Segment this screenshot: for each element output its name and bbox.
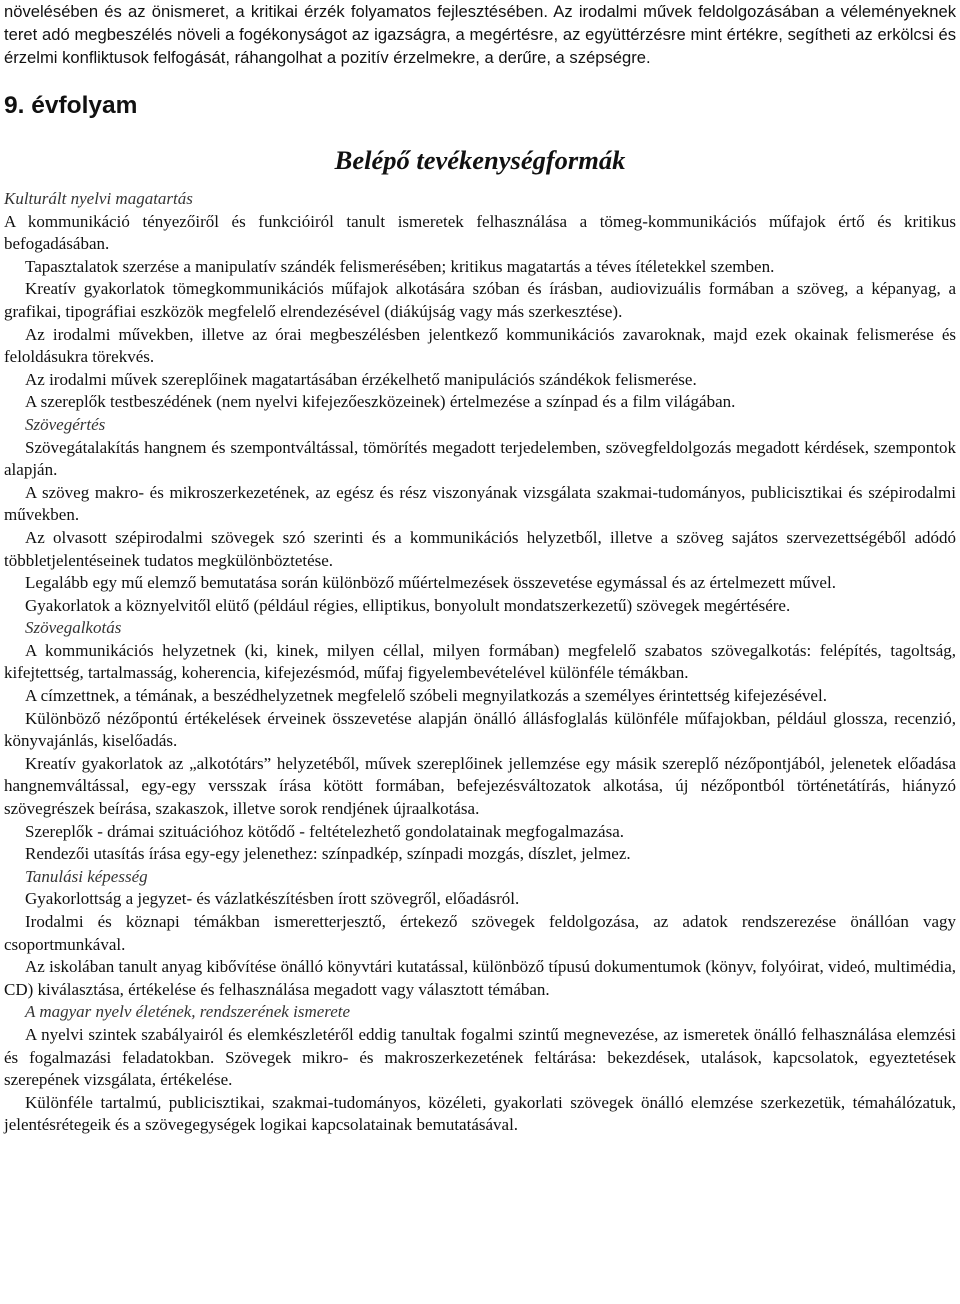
- intro-paragraph: növelésében és az önismeret, a kritikai érzék folyamatos fejlesztésében. Az irodalmi művek feldolgozásában a véleményeknek teret adó megbeszélés növeli a fogékonyságot az igazságra, a megértésre, az együttérzésre mint értékre, segítheti az erkölcsi és érzelmi konfliktusok felfogását, ráhangolhat a pozitív érzelmekre, a derűre, a szépségre.: [4, 2, 956, 67]
- paragraph: Legalább egy mű elemző bemutatása során különböző műértelmezések összevetése egymással és az értelmezett művel.: [25, 573, 836, 593]
- paragraph: Az olvasott szépirodalmi szövegek szó szerinti és a kommunikációs helyzetből, illetve a szöveg sajátos szervezettségéből adódó többletjelentéseinek tudatos megkülönböztetése.: [4, 527, 956, 570]
- paragraph: A címzettnek, a témának, a beszédhelyzetnek megfelelő szóbeli megnyilatkozás a személyes érintettség kifejezésével.: [25, 686, 827, 706]
- paragraph: A szereplők testbeszédének (nem nyelvi kifejezőeszközeinek) értelmezése a színpad és a film világában.: [25, 392, 736, 412]
- paragraph: A kommunikáció tényezőiről és funkcióiról tanult ismeretek felhasználása a tömeg-kommunikációs műfajok értő és kritikus befogadásában.: [4, 211, 956, 254]
- paragraph: Gyakorlatok a köznyelvitől elütő (például régies, elliptikus, bonyolult mondatszerkezetű) szövegek megértésére.: [25, 595, 791, 615]
- subsection-heading: Szövegértés: [25, 414, 106, 434]
- paragraph: Kreatív gyakorlatok tömegkommunikációs műfajok alkotására szóban és írásban, audiovizuális formában a szöveg, a képanyag, a grafikai, tipográfiai eszközök megfelelő elrendezésével (diákújság vagy más szerkesztése).: [4, 279, 956, 321]
- paragraph: Különféle tartalmú, publicisztikai, szakmai-tudományos, közéleti, gyakorlati szövegek önálló elemzése szerkezetük, témahálózatuk, jelentésrétegeik és a szövegegységek logikai kapcsolatainak bemutatásával.: [4, 1092, 956, 1135]
- paragraph: Az irodalmi művek szereplőinek magatartásában érzékelhető manipulációs szándékok felismerése.: [25, 369, 697, 389]
- paragraph: Az irodalmi művekben, illetve az órai megbeszélésben jelentkező kommunikációs zavaroknak, majd ezek okainak felismerése és feloldásukra törekvés.: [4, 324, 956, 367]
- paragraph: A szöveg makro- és mikroszerkezetének, az egész és rész viszonyának vizsgálata szakmai-tudományos, publicisztikai és szépirodalmi művekben.: [4, 482, 956, 525]
- section-title: Belépő tevékenységformák: [334, 145, 626, 175]
- subsection-heading: Tanulási képesség: [25, 866, 148, 886]
- paragraph: Kreatív gyakorlatok az „alkotótárs” helyzetéből, művek szereplőinek jellemzése egy másik szereplő nézőpontjából, jelenetek előadása hangnemváltással, egy-egy versszak írása kötött formában, befejezésváltozatok alkotása, új nézőpontból történetátírás, hiányzó szövegrészek beírása, szakaszok, illetve sorok rendjének újraalkotása.: [4, 753, 956, 819]
- paragraph: A kommunikációs helyzetnek (ki, kinek, milyen céllal, milyen formában) megfelelő szabatos szövegalkotás: felépítés, tagoltság, kifejtettség, tartalmasság, koherencia, kifejezésmód, műfaj figyelembevételével különféle témákban.: [4, 640, 956, 683]
- subsection-heading: Szövegalkotás: [25, 618, 122, 638]
- grade-heading: 9. évfolyam: [4, 92, 138, 119]
- subsection-heading: A magyar nyelv életének, rendszerének ismerete: [25, 1002, 351, 1022]
- document-page: [4, 0, 956, 1137]
- paragraph: Az iskolában tanult anyag kibővítése önálló könyvtári kutatással, különböző típusú dokumentumok (könyv, folyóirat, videó, multimédia, CD) kiválasztása, értékelése és felhasználása megadott vagy választott témában.: [4, 957, 956, 999]
- document-body: [4, 188, 956, 1137]
- paragraph: Rendezői utasítás írása egy-egy jelenethez: színpadkép, színpadi mozgás, díszlet, jelmez.: [25, 844, 631, 864]
- paragraph: A nyelvi szintek szabályairól és elemkészletéről eddig tanultak fogalmi szintű megnevezése, az ismeretek önálló felhasználása elemzési és fogalmazási feladatokban. Szövegek mikro- és makroszerkezetének feltárása: bekezdések, utalások, kapcsolatok, egyeztetések szerepének vizsgálata, értékelése.: [4, 1024, 956, 1090]
- paragraph: Különböző nézőpontú értékelések érveinek összevetése alapján önálló állásfoglalás különféle műfajokban, például glossza, recenzió, könyvajánlás, kiselőadás.: [4, 708, 956, 751]
- paragraph: Szereplők - drámai szituációhoz kötődő - feltételezhető gondolatainak megfogalmazása.: [25, 821, 625, 841]
- paragraph: Szövegátalakítás hangnem és szempontváltással, tömörítés megadott terjedelemben, szövegfeldolgozás megadott kérdések, szempontok alapján.: [4, 437, 956, 480]
- paragraph: Gyakorlottság a jegyzet- és vázlatkészítésben írott szövegről, előadásról.: [25, 889, 520, 909]
- paragraph: Irodalmi és köznapi témákban ismeretterjesztő, értekező szövegek feldolgozása, az adatok rendszerezése önállóan vagy csoportmunkával.: [4, 912, 956, 954]
- paragraph: Tapasztalatok szerzése a manipulatív szándék felismerésében; kritikus magatartás a téves ítéletekkel szemben.: [25, 256, 775, 276]
- subsection-heading: Kulturált nyelvi magatartás: [4, 189, 193, 208]
